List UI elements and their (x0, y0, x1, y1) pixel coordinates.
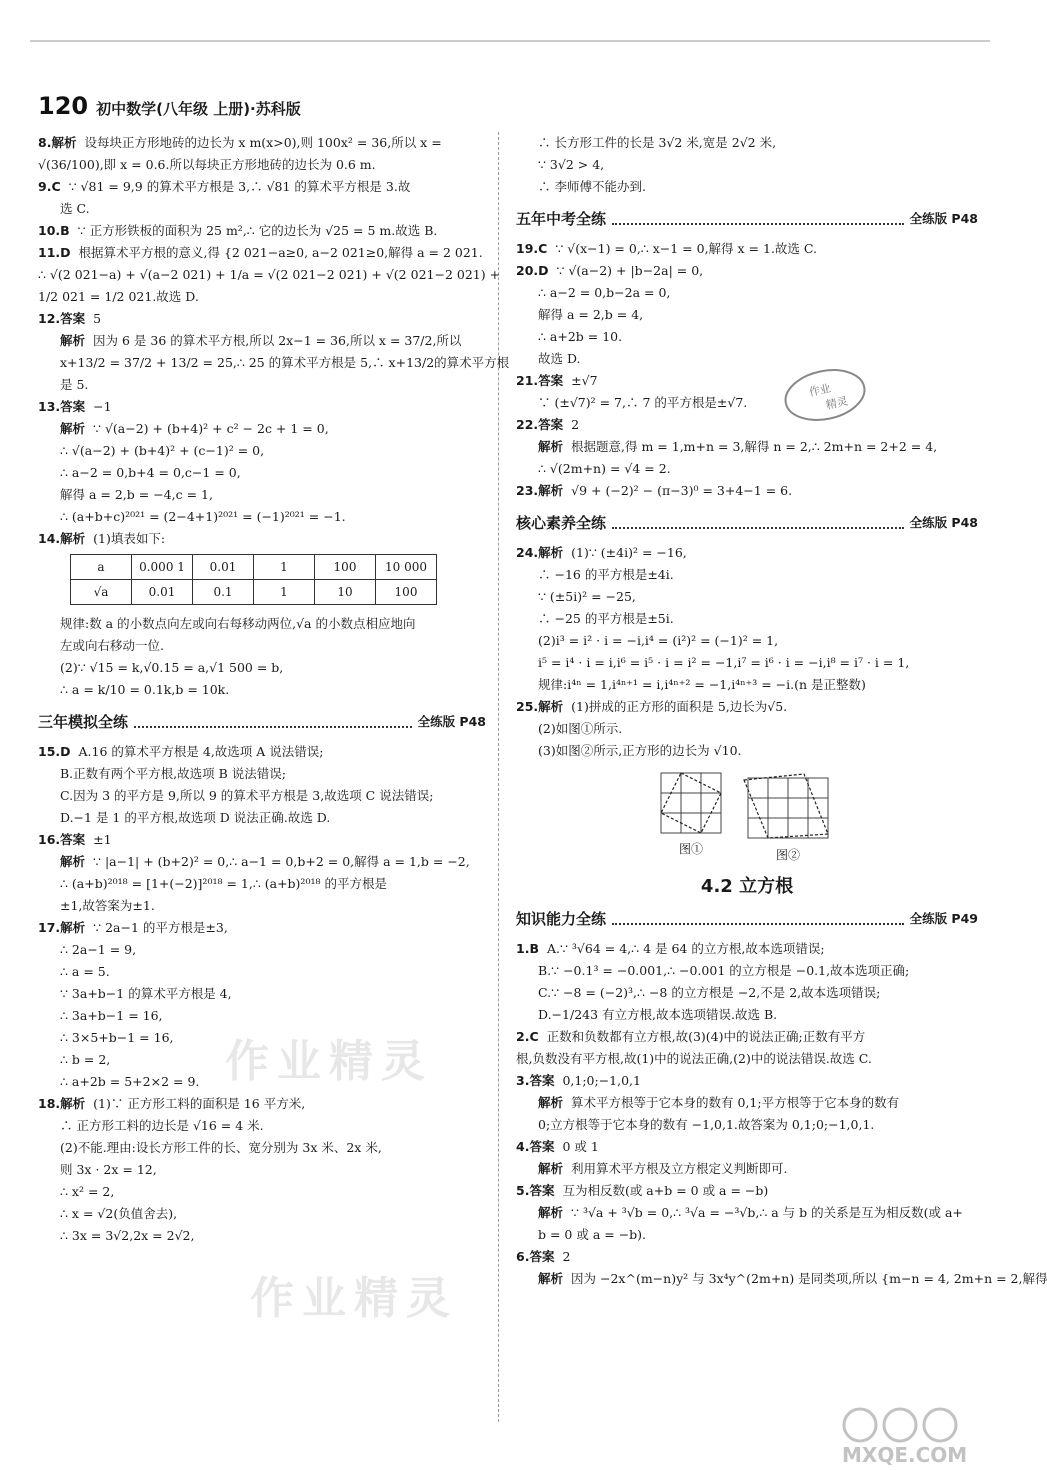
q22-label: 22.答案 (516, 417, 564, 432)
page-number: 120 (38, 92, 89, 120)
q20-line: 20.D ∵ √(a−2) + |b−2a| = 0, (516, 263, 704, 278)
book-title: 初中数学(八年级 上册)·苏科版 (96, 100, 301, 118)
stamp-text-2: 精灵 (824, 394, 850, 412)
k3-line: 3.答案 0,1;0;−1,0,1 (516, 1073, 641, 1088)
q20-label: 20.D (516, 263, 549, 278)
right-column: ∴ 长方形工件的长是 3√2 米,宽是 2√2 米, ∵ 3√2 > 4, ∴ 李师傅不能办到. 五年中考全练 全练版 P48 19.C ∵ √(x−1) = 0,∴ x−1 = 0,解得 x = 1.故选 C. 20.D ∵ √(a−2) + |b−2a| = 0, ∴ a−2 = 0,b−2a = 0, 解得 a = 2,b = 4, ∴ a+2b = 10. 故选 D. 21.答案 ±√7 ∵ (±√7)² = 7,∴ 7 的平方根是±√7. 22.答案 2 解析 根据题意,得 m = 1,m+n = 3,解得 n = 2,∴ 2m+n = 2+2 = 4, ∴ √(2m+n) = √4 = 2. 23.解析 √9 + (−2)² − (π−3)⁰ = 3+4−1 = 6. 核心素养全练 全练版 P48 24.解析 (1)∵ (±4i)² = −16, ∴ −16 的平方根是±4i. ∵ (±5i)² = −25, ∴ −25 的平方根是±5i. (2)i³ = i² · i = −i,i⁴ = (i²)² = (−1)² = 1, i⁵ = i⁴ · i = i,i⁶ = i⁵ · i = i² = −1,i⁷ = i⁶ · i = −i,i⁸ = i⁷ · i = 1, 规律:i⁴ⁿ = 1,i⁴ⁿ⁺¹ = i,i⁴ⁿ⁺² = −1,i⁴ⁿ⁺³ = −i.(n 是正整数) 25.解析 (1)拼成的正方形的面积是 5,边长为√5. (2)如图①所示. (3)如图②所示,正方形的边长为 √10. 图① 图② 4.2 立方根 知识能力全练 全练版 P49 1.B A.∵ ³√64 = 4,∴ 4 是 64 的立方根,故本选项错误; B.∵ −0.1³ = −0.001,∴ −0.001 的立方根是 −0.1,故本选项正确; C.∵ −8 = (−2)³,∴ −8 的立方根是 −2,不是 2,故本选项错误; D.−1/243 有立方根,故本选项错误.故选 B. 2.C 正数和负数都有立方根,故(3)(4)中的说法正确;正数有平方 根,负数没有平方根,故(1)中的说法正确,(2)中的说法错误.故选 C. 3.答案 0,1;0;−1,0,1 解析 算术平方根等于它本身的数有 0,1;平方根等于它本身的数有 0;立方根等于它本身的数有 −1,0,1.故答案为 0,1;0;−1,0,1. 4.答案 0 或 1 解析 利用算术平方根及立方根定义判断即可. 5.答案 互为相反数(或 a+b = 0 或 a = −b) 解析 ∵ ³√a + ³√b = 0,∴ ³√a = −³√b,∴ a 与 b 的关系是互为相反数(或 a+ b = 0 或 a = −b). 6.答案 2 解析 因为 −2x^(m−n)y² 与 3x⁴y^(2m+n) 是同类项,所以 {m−n = 4, 2m+n = 2,解得 (516, 135, 1047, 1286)
table-cell: 10 (315, 580, 376, 605)
q11-line: 11.D 根据算术平方根的意义,得 {2 021−a≥0, a−2 021≥0,解得 a = 2 021. (38, 245, 483, 260)
table-cell: 0.1 (193, 580, 254, 605)
section-subtitle: 4.2 立方根 (700, 876, 794, 897)
q13-line5: 解得 a = 2,b = −4,c = 1, (60, 487, 213, 502)
k3-label: 3.答案 (516, 1073, 555, 1088)
q15-line: 15.D A.16 的算术平方根是 4,故选项 A 说法错误; (38, 744, 324, 759)
k1-label: 1.B (516, 941, 539, 956)
table-cell: 100 (376, 580, 437, 605)
k5-label: 5.答案 (516, 1183, 555, 1198)
figure-2-caption: 图② (775, 848, 800, 862)
k1-line: 1.B A.∵ ³√64 = 4,∴ 4 是 64 的立方根,故本选项错误; (516, 941, 825, 956)
figure-1 (660, 772, 722, 866)
figures (516, 772, 978, 866)
q14-rule2: 左或向右移动一位. (60, 638, 164, 653)
k2-label: 2.C (516, 1029, 539, 1044)
q9-line: 9.C ∵ √81 = 9,9 的算术平方根是 3,∴ √81 的算术平方根是 3.故 (38, 179, 411, 194)
q18-line: 18.解析 (1)∵ 正方形工料的面积是 16 平方米, (38, 1096, 306, 1111)
watermark: 作业精灵 (250, 1273, 458, 1324)
q11-label: 11.D (38, 245, 71, 260)
q21-line: 21.答案 ±√7 (516, 373, 598, 388)
q15-label: 15.D (38, 744, 71, 759)
q16-line: 16.答案 ±1 (38, 832, 112, 847)
figure-1-caption: 图① (678, 842, 703, 856)
q12-line4: 是 5. (60, 377, 89, 392)
homework-stamp-icon (780, 365, 870, 425)
q25-line: 25.解析 (1)拼成的正方形的面积是 5,边长为√5. (516, 699, 788, 714)
grid-figure-1 (660, 772, 722, 834)
q13-analysis: 解析 ∵ √(a−2) + (b+4)² + c² − 2c + 1 = 0, (60, 421, 329, 436)
q12-analysis: 解析 因为 6 是 36 的算术平方根,所以 2x−1 = 36,所以 x = 37/2,所以 (60, 333, 462, 348)
q12-line3: x+13/2 = 37/2 + 13/2 = 25,∴ 25 的算术平方根是 5,∴ x+13/2的算术平方根 (60, 355, 510, 370)
column-divider (498, 132, 499, 1422)
q8-line: 8.解析 设每块正方形地砖的边长为 x m(x>0),则 100x² = 36,所以 x = (38, 135, 442, 150)
q19-label: 19.C (516, 241, 548, 256)
sqrt-table (70, 554, 437, 605)
q16-label: 16.答案 (38, 832, 86, 847)
watermark: 作业精灵 (225, 1036, 433, 1087)
q22-line: 22.答案 2 (516, 417, 580, 432)
table-cell: 10 000 (376, 555, 437, 580)
section-header-hexin: 核心素养全练 全练版 P48 (516, 514, 978, 532)
table-cell: 1 (254, 580, 315, 605)
q12-label: 12.答案 (38, 311, 86, 326)
q10-label: 10.B (38, 223, 70, 238)
q9-label: 9.C (38, 179, 61, 194)
q14-rule: 规律:数 a 的小数点向左或向右每移动两位,√a 的小数点相应地向 (60, 616, 416, 631)
q11-line2: ∴ √(2 021−a) + √(a−2 021) + 1/a = √(2 021−2 021) + √(2 021−2 021) + (38, 267, 501, 282)
k5-line: 5.答案 互为相反数(或 a+b = 0 或 a = −b) (516, 1183, 769, 1198)
table-row (71, 555, 437, 580)
q23-label: 23.解析 (516, 483, 564, 498)
table-row (71, 580, 437, 605)
table-cell: 0.000 1 (132, 555, 193, 580)
q13-label: 13.答案 (38, 399, 86, 414)
section-header-zhishi: 知识能力全练 全练版 P49 (516, 910, 978, 928)
q13-line3: ∴ √(a−2) + (b+4)² + (c−1)² = 0, (60, 443, 265, 458)
table-cell: 0.01 (193, 555, 254, 580)
q17-label: 17.解析 (38, 920, 86, 935)
q10-line: 10.B ∵ 正方形铁板的面积为 25 m²,∴ 它的边长为 √25 = 5 m.故选 B. (38, 223, 438, 238)
q14-label: 14.解析 (38, 531, 86, 546)
q11-line3: 1/2 021 = 1/2 021.故选 D. (38, 289, 199, 304)
q24-line: 24.解析 (1)∵ (±4i)² = −16, (516, 545, 687, 560)
q14-line: 14.解析 (1)填表如下: (38, 531, 166, 546)
q13-line: 13.答案 −1 (38, 399, 112, 414)
table-cell: 0.01 (132, 580, 193, 605)
section-header-sannian: 三年模拟全练 全练版 P48 (38, 713, 486, 731)
table-cell: 100 (315, 555, 376, 580)
section-header-wunian: 五年中考全练 全练版 P48 (516, 210, 978, 228)
q17-line: 17.解析 ∵ 2a−1 的平方根是±3, (38, 920, 228, 935)
q12-line: 12.答案 5 (38, 311, 102, 326)
table-cell: √a (71, 580, 132, 605)
grid-figure-2 (742, 772, 834, 840)
k4-line: 4.答案 0 或 1 (516, 1139, 599, 1154)
stamp-text-1: 作业 (807, 381, 833, 400)
q8-label: 8.解析 (38, 135, 77, 150)
page-header (38, 92, 301, 122)
q14-part2: (2)∵ √15 = k,√0.15 = a,√1 500 = b, (60, 660, 284, 675)
site-logo-text: MXQE.COM (842, 1443, 968, 1467)
q25-label: 25.解析 (516, 699, 564, 714)
q13-line6: ∴ (a+b+c)²⁰²¹ = (2−4+1)²⁰²¹ = (−1)²⁰²¹ = −1. (60, 509, 346, 524)
k6-line: 6.答案 2 (516, 1249, 571, 1264)
table-cell: 1 (254, 555, 315, 580)
k6-label: 6.答案 (516, 1249, 555, 1264)
left-column: 8.解析 设每块正方形地砖的边长为 x m(x>0),则 100x² = 36,所以 x = √(36/100),即 x = 0.6.所以每块正方形地砖的边长为 0.6 m. 9.C ∵ √81 = 9,9 的算术平方根是 3,∴ √81 的算术平方根是 3.故 选 C. 10.B ∵ 正方形铁板的面积为 25 m²,∴ 它的边长为 √25 = 5 m.故选 B. 11.D 根据算术平方根的意义,得 {2 021−a≥0, a−2 021≥0,解得 a = 2 021. ∴ √(2 021−a) + √(a−2 021) + 1/a = √(2 021−2 021) + √(2 021−2 021) + 1/2 021 = 1/2 021.故选 D. 12.答案 5 解析 因为 6 是 36 的算术平方根,所以 2x−1 = 36,所以 x = 37/2,所以 x+13/2 = 37/2 + 13/2 = 25,∴ 25 的算术平方根是 5,∴ x+13/2的算术平方根 是 5. 13.答案 −1 解析 ∵ √(a−2) + (b+4)² + c² − 2c + 1 = 0, ∴ √(a−2) + (b+4)² + (c−1)² = 0, ∴ a−2 = 0,b+4 = 0,c−1 = 0, 解得 a = 2,b = −4,c = 1, ∴ (a+b+c)²⁰²¹ = (2−4+1)²⁰²¹ = (−1)²⁰²¹ = −1. 14.解析 (1)填表如下: a 0.000 1 0.01 1 100 10 000 √a 0.01 0.1 1 10 100 规律:数 a 的小数点向左或向右每移动两位,√a 的小数点相应地向 左或向右移动一位. (2)∵ √15 = k,√0.15 = a,√1 500 = b, ∴ a = k/10 = 0.1k,b = 10k. 三年模拟全练 全练版 P48 15.D A.16 的算术平方根是 4,故选项 A 说法错误; B.正数有两个平方根,故选项 B 说法错误; C.因为 3 的平方是 9,所以 9 的算术平方根是 3,故选项 C 说法错误; D.−1 是 1 的平方根,故选项 D 说法正确.故选 D. 16.答案 ±1 解析 ∵ |a−1| + (b+2)² = 0,∴ a−1 = 0,b+2 = 0,解得 a = 1,b = −2, ∴ (a+b)²⁰¹⁸ = [1+(−2)]²⁰¹⁸ = 1,∴ (a+b)²⁰¹⁸ 的平方根是 ±1,故答案为±1. 17.解析 ∵ 2a−1 的平方根是±3, ∴ 2a−1 = 9, ∴ a = 5. ∵ 3a+b−1 的算术平方根是 4, ∴ 3a+b−1 = 16, ∴ 3×5+b−1 = 16, ∴ b = 2, ∴ a+2b = 5+2×2 = 9. 18.解析 (1)∵ 正方形工料的面积是 16 平方米, ∴ 正方形工料的边长是 √16 = 4 米. (2)不能.理由:设长方形工件的长、宽分别为 3x 米、2x 米, 则 3x · 2x = 12, ∴ x² = 2, ∴ x = √2(负值舍去), ∴ 3x = 3√2,2x = 2√2, (38, 132, 486, 1247)
top-rule (30, 40, 990, 42)
figure-2 (742, 772, 834, 866)
q13-line4: ∴ a−2 = 0,b+4 = 0,c−1 = 0, (60, 465, 241, 480)
k2-line: 2.C 正数和负数都有立方根,故(3)(4)中的说法正确;正数有平方 (516, 1029, 866, 1044)
q19-line: 19.C ∵ √(x−1) = 0,∴ x−1 = 0,解得 x = 1.故选 C. (516, 241, 817, 256)
q24-label: 24.解析 (516, 545, 564, 560)
q8-line2: √(36/100),即 x = 0.6.所以每块正方形地砖的边长为 0.6 m. (38, 157, 376, 172)
k4-label: 4.答案 (516, 1139, 555, 1154)
q14-part2b: ∴ a = k/10 = 0.1k,b = 10k. (60, 682, 230, 697)
q9-line2: 选 C. (60, 201, 90, 216)
q18-label: 18.解析 (38, 1096, 86, 1111)
q23-line: 23.解析 √9 + (−2)² − (π−3)⁰ = 3+4−1 = 6. (516, 483, 793, 498)
q21-label: 21.答案 (516, 373, 564, 388)
table-cell: a (71, 555, 132, 580)
